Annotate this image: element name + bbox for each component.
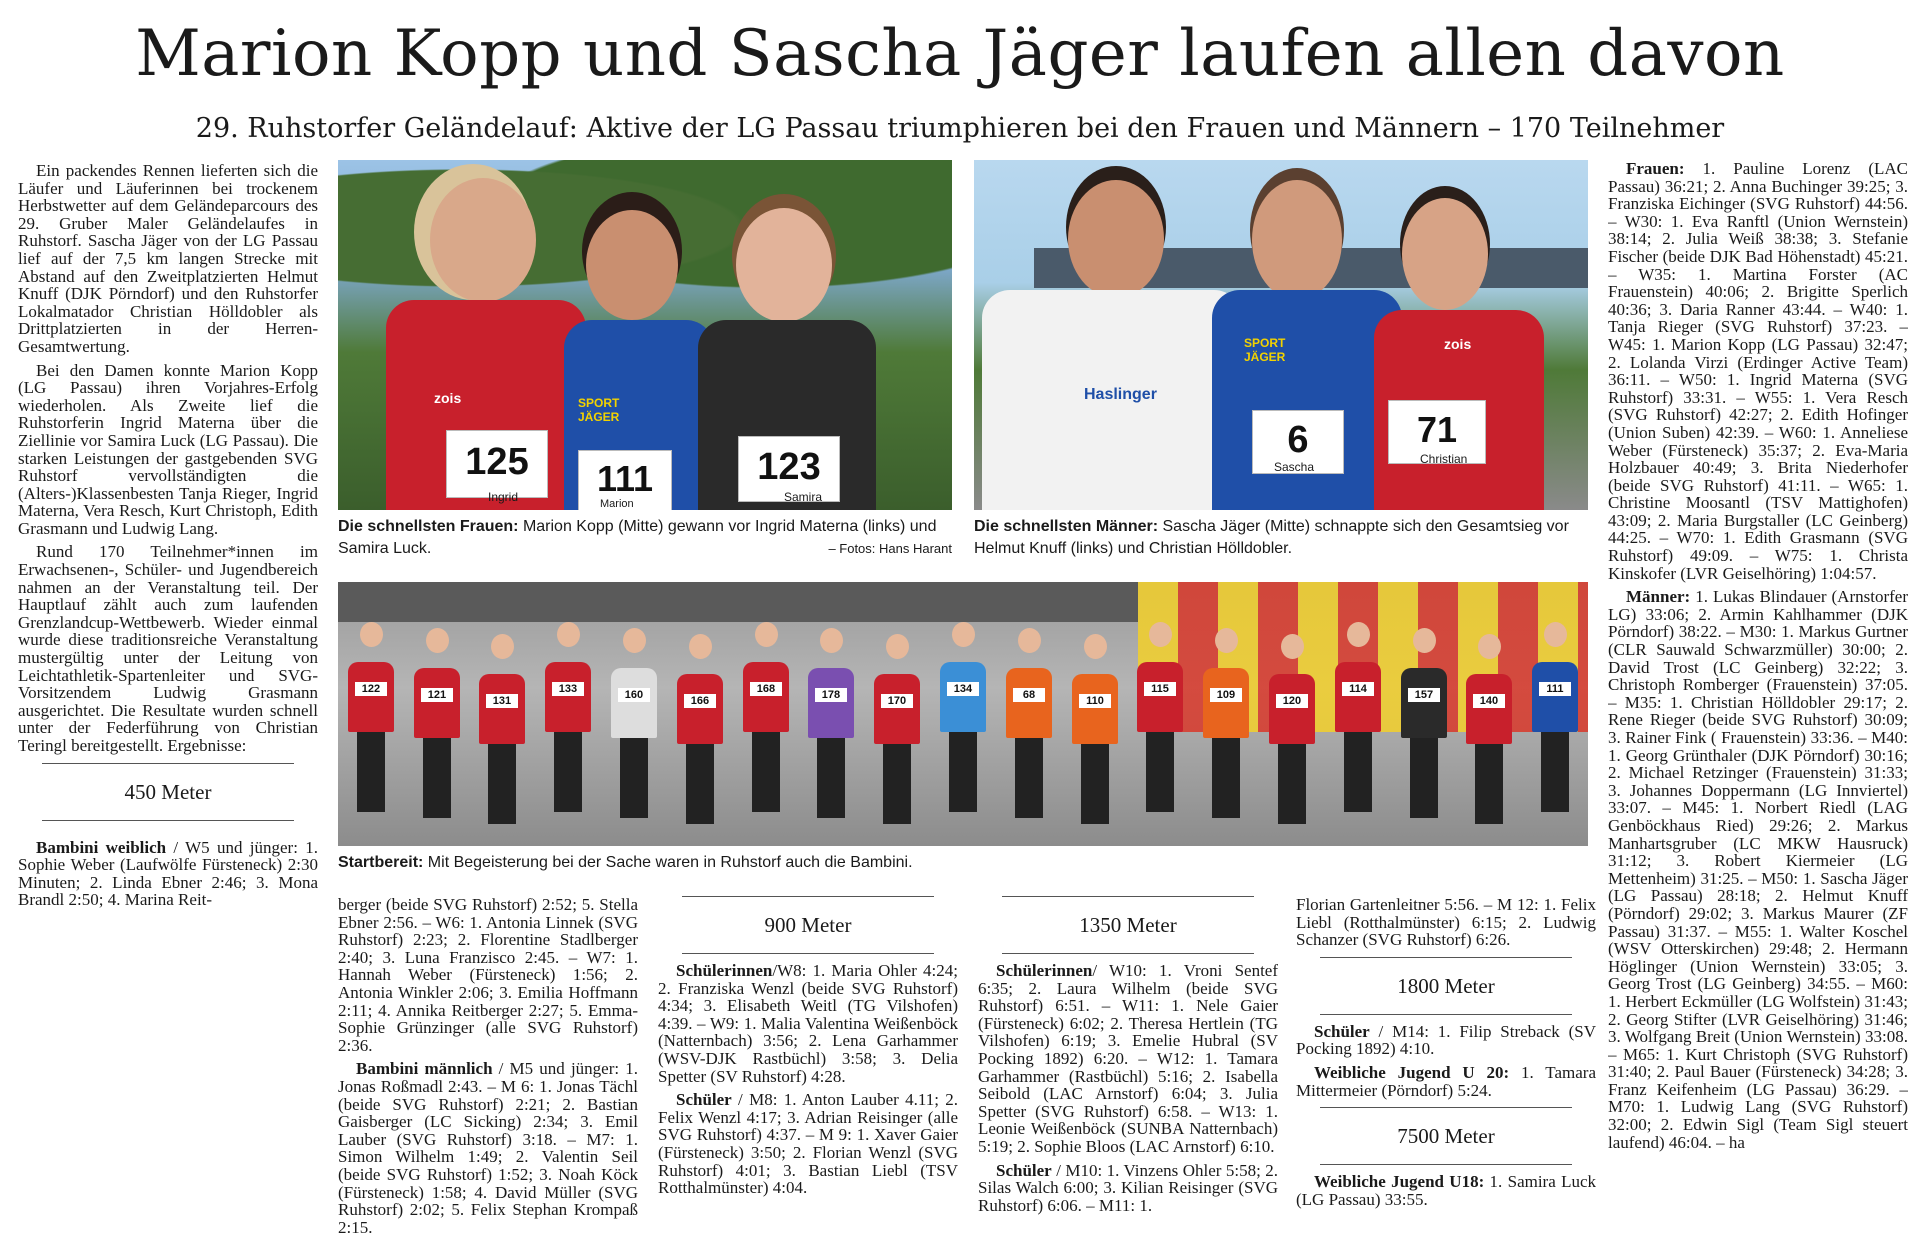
bib-111: 111 <box>578 450 672 510</box>
runner-head <box>952 622 975 647</box>
runner-shirt <box>1072 674 1118 744</box>
section-heading-1350: 1350 Meter <box>1079 913 1177 937</box>
bib-number: 160 <box>618 688 650 702</box>
section-heading-1800: 1800 Meter <box>1397 973 1495 998</box>
section-heading-7500: 7500 Meter <box>1397 1124 1495 1149</box>
runner-legs <box>1146 732 1174 812</box>
section-rule <box>1320 1107 1572 1108</box>
results-text: /W8: 1. Maria Ohler 4:24; 2. Franziska Wenzl (beide SVG Ruhstorf) 4:34; 3. Elisabeth Weitl (TG Vilshofen) 4:39. – W9: 1. Malia Valentina Weißenböck (Natternbach) 3:56; 2. Lena Garhammer (WSV-DJK Rastbüchl) 3:58; 3. Delia Spetter (SV Ruhstorf) 4:28. <box>658 961 958 1086</box>
runner-head <box>689 634 712 659</box>
runner-head <box>426 628 449 653</box>
runner-head <box>1084 634 1107 659</box>
results-category: Schüler <box>676 1090 732 1110</box>
results-paragraph <box>978 962 1278 1156</box>
results-text: / M14: 1. Filip Streback (SV Pocking 1892) 4:10. <box>1296 1021 1596 1059</box>
headline: Marion Kopp und Sascha Jäger laufen allen davon <box>135 17 1785 91</box>
runner-legs <box>817 738 845 818</box>
results-paragraph <box>1296 1173 1596 1208</box>
section-rule <box>1320 957 1572 958</box>
caption-lead: Startbereit: <box>338 854 424 871</box>
runner-shirt <box>1335 662 1381 732</box>
results-text: 1. Tamara Mittermeier (Pörndorf) 5:24. <box>1296 1062 1596 1100</box>
runner-head <box>1544 622 1567 647</box>
runner-legs <box>423 738 451 818</box>
results-text: 1. Pauline Lorenz (LAC Passau) 36:21; 2. Anna Buchinger 39:25; 3. Franziska Eichinger (SVG Ruhstorf) 44:56. – W30: 1. Eva Ranftl (Union Wernstein) 38:14; 2. Julia Weiß 38:38; 3. Stefanie Fischer (beide DJK Bad Höhenstadt) 45:21. – W35: 1. Martina Forster (AC Frauenstein) 40:06; 2. Brigitte Sperlich 40:36; 3. Daria Ranner 43:44. – W40: 1. Tanja Rieger (SVG Ruhstorf) 37:23. – W45: 1. Marion Kopp (LG Passau) 32:47; 2. Lolanda Virzi (Erdinger Active Team) 36:11. – W50: 1. Ingrid Materna (SVG Ruhstorf) 33:31. – W55: 1. Vera Resch (SVG Ruhstorf) 42:27; 2. Edith Hofinger (Union Suben) 42:39. – W60: 1. Anneliese Weber (Fürsteneck) 35:37; 2. Eva-Maria Holzbauer 40:49; 3. Brita Niederhofer (beide SVG Ruhstorf) 41:11. – W65: 1. Christine Moosantl (TSV Mattighofen) 43:09; 2. Maria Burgstaller (LC Geinberg) 44:25. – W70: 1. Edith Grasmann (SVG Ruhstorf) 49:09. – W75: 1. Christa Kinskofer (LVR Geiselhöring) 1:04:57. <box>1608 160 1908 583</box>
runner-legs <box>620 738 648 818</box>
runner-shirt <box>1203 668 1249 738</box>
runner-legs <box>357 732 385 812</box>
results-category: Schülerinnen <box>996 961 1093 980</box>
runner-shirt <box>677 674 723 744</box>
runner-legs <box>488 744 516 824</box>
article-paragraph-1: Ein packendes Rennen lieferten sich die Läufer und Läuferinnen bei trockenem Herbstwetter auf dem Geländeparcours des 29. Gruber Maler Geländelaufes in Ruhstorf. Sascha Jäger von der LG Passau lief auf der 7,5 km langen Strecke mit Abstand auf den Zweitplatzierten Helmut Knuff (DJK Pörndorf) und den Ruhstorfer Lokalmatador Christian Hölldobler als Drittplatzierten in der Herren-Gesamtwertung. <box>18 162 318 356</box>
caption-fastest-men <box>974 516 1588 560</box>
results-paragraph <box>658 962 958 1085</box>
article-column-1 <box>18 162 318 1252</box>
runner-shirt <box>479 674 525 744</box>
results-text: 1. Samira Luck (LG Passau) 33:55. <box>1296 1172 1596 1209</box>
bib-number: 115 <box>1144 682 1176 696</box>
article-paragraph-2: Bei den Damen konnte Marion Kopp (LG Passau) ihren Vorjahres-Erfolg wiederholen. Als Zweite lief die Ruhstorferin Ingrid Materna über die Ziellinie vor Samira Luck (LG Passau). Die starken Leistungen der gastgebenden SVG Ruhstorf vervollständigten die (Alters-)Klassenbesten Tanja Rieger, Ingrid Materna, Vera Resch, Kurt Christoph, Edith Grasmann und Ludwig Lang. <box>18 360 318 538</box>
bib-6: 6 <box>1252 410 1344 474</box>
bib-123: 123 <box>738 436 840 502</box>
section-rule <box>42 820 294 821</box>
runner-legs <box>1081 744 1109 824</box>
runner-head <box>1347 622 1370 647</box>
caption-text: Sascha Jäger (Mitte) schnappte sich den Gesamtsieg vor Helmut Knuff (links) und Christian Hölldobler. <box>974 518 1569 557</box>
runner-head <box>886 634 909 659</box>
author-signature: – ha <box>1716 1132 1745 1152</box>
results-category: Weibliche Jugend U18: <box>1314 1172 1485 1192</box>
runner-shirt <box>940 662 986 732</box>
bib-number: 68 <box>1013 688 1045 702</box>
section-heading-900: 900 Meter <box>764 913 852 937</box>
runner-head <box>1478 634 1501 659</box>
runner-shirt <box>1269 674 1315 744</box>
results-text: Florian Gartenleitner 5:56. – M 12: 1. Felix Liebl (Rotthalmünster) 6:15; 2. Ludwig Schanzer (SVG Ruhstorf) 6:26. <box>1296 896 1596 950</box>
runner-head <box>1413 628 1436 653</box>
section-heading-450: 450 Meter <box>124 779 212 804</box>
runner-shirt <box>743 662 789 732</box>
results-paragraph <box>338 1060 638 1236</box>
runner-head <box>755 622 778 647</box>
results-paragraph <box>1608 588 1908 1151</box>
bib-number: 131 <box>486 694 518 708</box>
shirt-logo: Haslinger <box>1084 386 1157 403</box>
photo-credit: – Fotos: Hans Harant <box>828 541 952 556</box>
bib-71: 71 <box>1388 400 1486 464</box>
runner-shirt <box>414 668 460 738</box>
caption-text: Mit Begeisterung bei der Sache waren in Ruhstorf auch die Bambini. <box>423 854 913 871</box>
runner-shirt <box>1466 674 1512 744</box>
runner-head <box>623 628 646 653</box>
runner-shirt <box>874 674 920 744</box>
results-category: Schüler <box>996 1160 1052 1180</box>
runner-legs <box>949 732 977 812</box>
runner-head <box>1018 628 1041 653</box>
results-category: Schülerinnen <box>676 961 773 980</box>
bib-name: Samira <box>784 490 823 504</box>
runner-legs <box>686 744 714 824</box>
results-text: berger (beide SVG Ruhstorf) 2:52; 5. Stella Ebner 2:56. – W6: 1. Antonia Linnek (SVG Ruhstorf) 2:23; 2. Florentine Stadlberger 2:40; 3. Luna Franzisco 2:45. – W7: 1. Hannah Weber (Fürsteneck) 1:56; 2. Antonia Winkler 2:06; 3. Emilia Hoffmann 2:11; 4. Annika Reitberger 2:27; 5. Emma-Sophie Grünzinger (alle SVG Ruhstorf) 2:36. <box>338 896 638 1055</box>
runner-legs <box>1541 732 1569 812</box>
bib-number: 121 <box>421 688 453 702</box>
bib-number: 110 <box>1079 694 1111 708</box>
photo-fastest-men <box>974 160 1588 510</box>
results-text: / W10: 1. Vroni Sentef 6:35; 2. Laura Wilhelm (beide SVG Ruhstorf) 6:51. – W11: 1. Nele Gaier (Fürsteneck) 6:02; 2. Theresa Hertlein (TG Vilshofen) 6:19; 3. Emelie Hubral (SV Pocking 1892) 6:20. – W12: 1. Tamara Garhammer (Rastbüchl) 5:16; 2. Isabella Seibold (LAC Arnstorf) 6:04; 3. Julia Spetter (SVG Ruhstorf) 6:58. – W13: 1. Leonie Weißenböck (SUNBA Natternbach) 5:19; 2. Sophie Bloos (LAC Arnstorf) 6:10. <box>978 961 1278 1156</box>
bib-name: Sascha <box>1274 460 1315 474</box>
runner-legs <box>1475 744 1503 824</box>
photo-cars <box>338 582 1138 622</box>
bib-number: 140 <box>1473 694 1505 708</box>
runner-head <box>430 178 536 302</box>
runner-head <box>1281 634 1304 659</box>
results-column-5 <box>1296 896 1596 1252</box>
results-paragraph <box>978 1162 1278 1215</box>
results-paragraph <box>658 1091 958 1197</box>
section-rule <box>1002 953 1254 954</box>
runner-head <box>557 622 580 647</box>
caption-bambini <box>338 852 1588 874</box>
runner-head <box>360 622 383 647</box>
shirt-logo: SPORT JÄGER <box>1244 336 1286 364</box>
runner-legs <box>1212 738 1240 818</box>
caption-fastest-women <box>338 516 952 560</box>
section-rule <box>682 896 934 897</box>
bib-number: 157 <box>1408 688 1440 702</box>
section-rule <box>1320 1014 1572 1015</box>
runner-head <box>820 628 843 653</box>
caption-lead: Die schnellsten Männer: <box>974 518 1159 535</box>
results-paragraph <box>1296 1023 1596 1058</box>
results-category: Bambini männlich <box>356 1059 493 1079</box>
runner-head <box>1149 622 1172 647</box>
runner-shirt <box>611 668 657 738</box>
runner-shirt <box>1006 668 1052 738</box>
bib-number: 166 <box>684 694 716 708</box>
runner-shirt <box>348 662 394 732</box>
runner-legs <box>752 732 780 812</box>
caption-lead: Die schnellsten Frauen: <box>338 518 519 535</box>
results-category: Bambini weiblich <box>36 837 167 857</box>
caption-text: Marion Kopp (Mitte) gewann vor Ingrid Materna (links) und Samira Luck. <box>338 518 937 557</box>
runner-legs <box>1410 738 1438 818</box>
article-paragraph-3: Rund 170 Teilnehmer*innen im Erwachsenen-, Schüler- und Jugendbereich nahmen an der Veranstaltung teil. Der Hauptlauf zählt auch zum laufenden Grenzlandcup-Wettbewerb. Wieder einmal wurde diese traditionsreiche Veranstaltung mustergültig unter der Leitung von Leichtathletik-Spartenleiter und SVG-Vorsitzendem Ludwig Grasmann ausgerichtet. Die Resultate wurden schnell unter der Federführung von Christian Teringl bereitgestellt. Ergebnisse: <box>18 542 318 755</box>
runner-head <box>736 208 832 322</box>
photo-fastest-women <box>338 160 952 510</box>
results-category: Frauen: <box>1626 160 1685 178</box>
runner-shirt <box>1401 668 1447 738</box>
results-text: / M10: 1. Vinzens Ohler 5:58; 2. Silas Walch 6:00; 3. Kilian Reisinger (SVG Ruhstorf) 6:06. – M11: 1. <box>978 1160 1278 1215</box>
runner-legs <box>1344 732 1372 812</box>
runner-legs <box>1015 738 1043 818</box>
runner-shirt <box>545 662 591 732</box>
results-paragraph <box>18 839 318 909</box>
results-paragraph <box>1608 160 1908 582</box>
bib-name: Ingrid <box>488 490 519 504</box>
runner-legs <box>883 744 911 824</box>
runner-shirt <box>808 668 854 738</box>
subheadline: 29. Ruhstorfer Geländelauf: Aktive der LG Passau triumphieren bei den Frauen und Männern – 170 Teilnehmer <box>195 113 1725 144</box>
section-rule <box>1320 1164 1572 1165</box>
runner-head <box>1215 628 1238 653</box>
bib-number: 133 <box>552 682 584 696</box>
results-category: Weibliche Jugend U 20: <box>1314 1062 1510 1082</box>
runner-head <box>1252 180 1342 300</box>
results-category: Männer: <box>1626 587 1691 607</box>
section-rule <box>1002 896 1254 897</box>
results-column-4 <box>978 888 1278 1252</box>
shirt-logo: zois <box>1444 336 1472 352</box>
runner-head <box>1402 198 1488 310</box>
bib-number: 170 <box>881 694 913 708</box>
results-paragraph <box>1296 1064 1596 1099</box>
runner-legs <box>554 732 582 812</box>
bib-125: 125 <box>446 430 548 498</box>
section-rule <box>682 953 934 954</box>
results-text: / M8: 1. Anton Lauber 4.11; 2. Felix Wenzl 4:17; 3. Adrian Reisinger (alle SVG Ruhstorf) 4:37. – M 9: 1. Xaver Gaier (Fürsteneck) 3:50; 2. Florian Wenzl (SVG Ruhstorf) 4:01; 3. Bastian Liebl (TSV Rotthalmünster) 4:04. <box>658 1090 958 1198</box>
section-rule <box>42 763 294 764</box>
bib-number: 178 <box>815 688 847 702</box>
results-column-6 <box>1608 160 1908 1254</box>
runner-shirt <box>1137 662 1183 732</box>
runner-shirt <box>1532 662 1578 732</box>
results-text: / W5 und jünger: 1. Sophie Weber (Laufwölfe Fürsteneck) 2:30 Minuten; 2. Linda Ebner 2:46; 3. Mona Brandl 2:50; 4. Marina Reit- <box>18 837 318 910</box>
results-text: / M5 und jünger: 1. Jonas Roßmadl 2:43. – M 6: 1. Jonas Tächl (beide SVG Ruhstorf) 2:21; 2. Bastian Gaisberger (LC Sicking) 2:34; 3. Emil Lauber (SVG Ruhstorf) 3:18. – M7: 1. Simon Wilhelm 1:49; 2. Valentin Seil (beide SVG Ruhstorf) 1:52; 3. Noah Köck (Fürsteneck) 1:58; 4. David Müller (SVG Ruhstorf) 2:02; 5. Felix Stephan Krompaß 2:15. <box>338 1059 638 1237</box>
bib-number: 134 <box>947 682 979 696</box>
results-text: 1. Lukas Blindauer (Arnstorfer LG) 33:06; 2. Armin Kahlhammer (DJK Pörndorf) 38:22. – M30: 1. Markus Gurtner (CLR Sauwald Schwarzmüller) 30:00; 2. David Trost (LC Geinberg) 32:22; 3. Christoph Romberger (Frauenstein) 37:05. – M35: 1. Christian Hölldobler 29:17; 2. Rene Rieger (beide SVG Ruhstorf) 30:09; 3. Rainer Fink ( Frauenstein) 33:36. – M40: 1. Georg Grünthaler (DJK Pörndorf) 30:16; 2. Michael Retzinger (Frauenstein) 31:33; 3. Johannes Doppermann (LG Innviertel) 33:07. – M45: 1. Norbert Riedl (LAG Genböckhaus Ried) 29:26; 2. Markus Manhartsgruber (LC MKW Hausruck) 31:12; 3. Robert Kiermeier (LG Mettenheim) 31:25. – M50: 1. Sascha Jäger (LG Passau) 28:18; 2. Helmut Knuff (Pörndorf) 29:02; 3. Markus Maurer (ZF Passau) 31:37. – M55: 1. Walter Koschel (WSV Otterskirchen) 29:48; 2. Hermann Höglinger (Union Wernstein) 33:05; 3. Georg Trost (LG Geinberg) 34:55. – M60: 1. Herbert Eckmüller (LG Wolfstein) 31:43; 2. Georg Stifter (LVR Geiselhöring) 31:46; 3. Wolfgang Breit (Union Wernstein) 33:08. – M65: 1. Kurt Christoph (SVG Ruhstorf) 31:40; 2. Paul Bauer (Fürsteneck) 34:28; 3. Franz Keifenheim (LG Passau) 36:29. – M70: 1. Ludwig Lang (SVG Ruhstorf) 32:00; 2. Edwin Sigl (Team Sigl steuert laufend) 46:04. <box>1608 587 1908 1152</box>
bib-number: 120 <box>1276 694 1308 708</box>
photo-bambini <box>338 582 1588 846</box>
shirt-logo: SPORT JÄGER <box>578 396 620 424</box>
runner-head <box>1068 180 1164 298</box>
bib-number: 122 <box>355 682 387 696</box>
bib-name: Marion <box>600 498 634 510</box>
bib-number: 111 <box>1539 682 1571 696</box>
runner-head <box>586 210 678 320</box>
bib-number: 109 <box>1210 688 1242 702</box>
bib-number: 168 <box>750 682 782 696</box>
bib-name: Christian <box>1420 452 1468 466</box>
results-column-2 <box>338 896 638 1252</box>
runner-head <box>491 634 514 659</box>
runner-legs <box>1278 744 1306 824</box>
results-category: Schüler <box>1314 1021 1370 1041</box>
results-column-3 <box>658 888 958 1252</box>
shirt-logo: zois <box>434 390 462 406</box>
bib-number: 114 <box>1342 682 1374 696</box>
